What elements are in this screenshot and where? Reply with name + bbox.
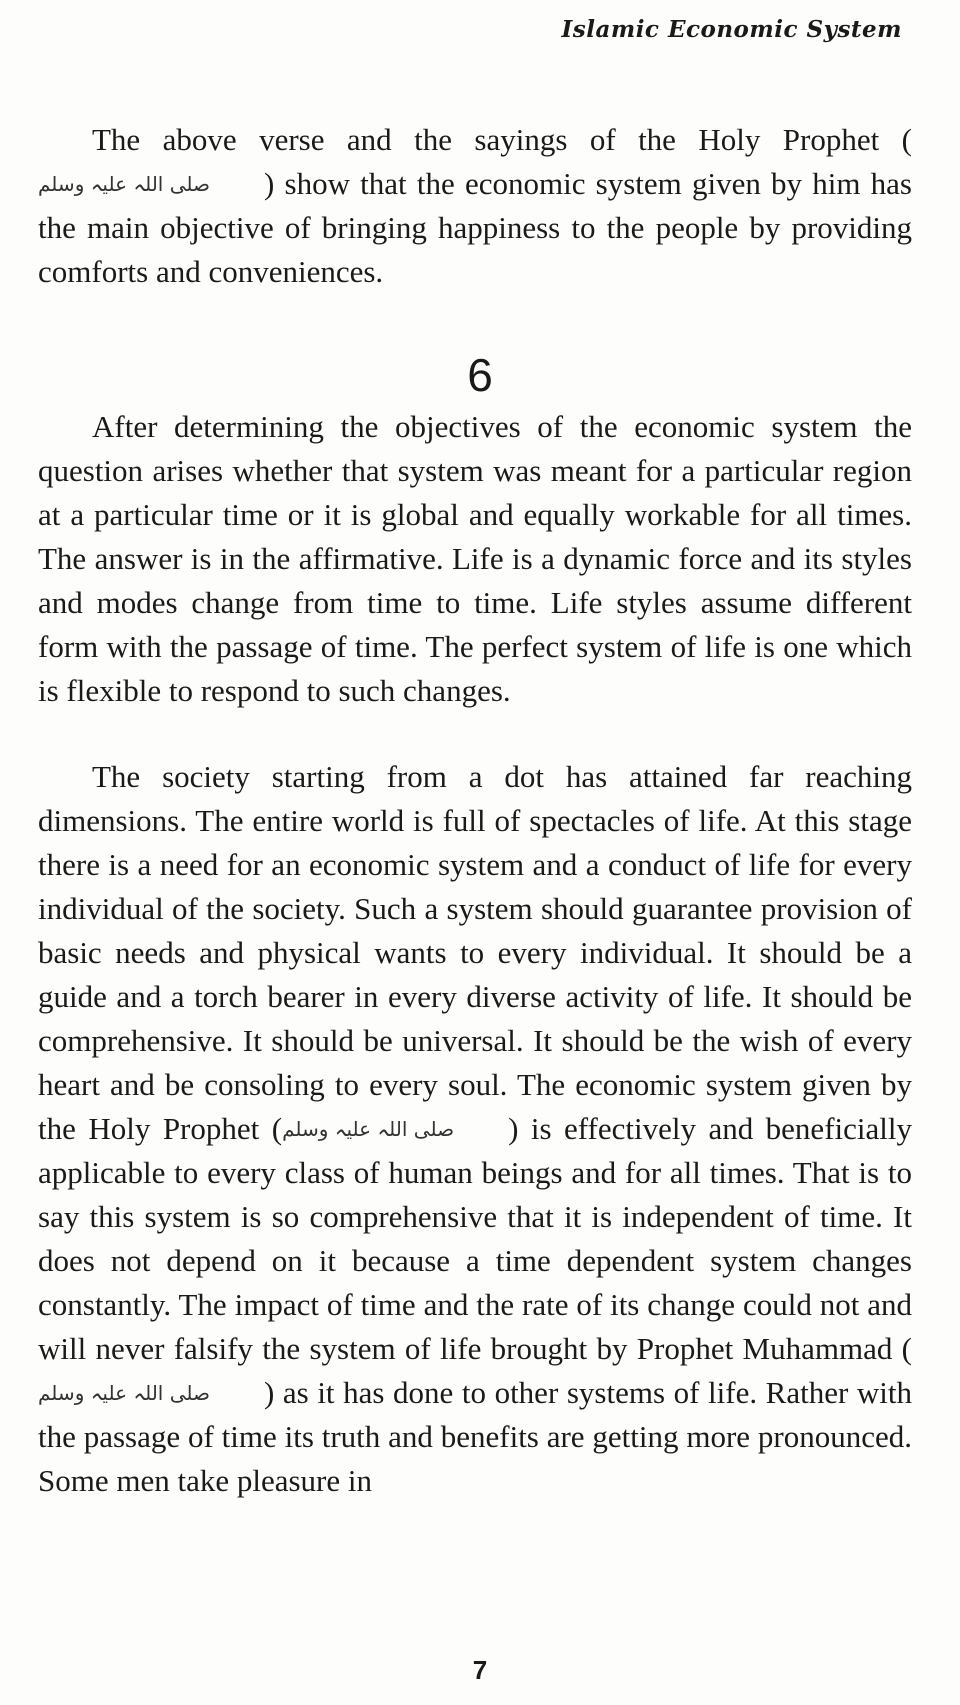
paragraph-3-part-2: ) is effectively and beneficially applicable to every class of human beings and for all times. That is to say this system is so comprehensive that it is independent of time. It does not depend on it because a time dependent system changes constantly. The impact of time and the rate of its change could not and will never falsify the system of life brought by Prophet Muhammad ( [38,1111,912,1366]
paragraph-3 [38,755,912,1503]
paragraph-1 [38,118,912,294]
page-number: 7 [472,1655,488,1685]
paragraph-1-text-start: The above verse and the sayings of the Holy Prophet ( [92,122,912,157]
paragraph-1-text-end: ) show that the economic system given by him has the main objective of bringing happiness to the people by providing comforts and conveniences. [38,166,912,289]
honorific-glyph: صلی اللہ علیہ وسلم [282,1117,455,1141]
honorific-glyph: صلی اللہ علیہ وسلم [38,1381,210,1405]
honorific-glyph: صلی اللہ علیہ وسلم [38,172,210,196]
running-header: Islamic Economic System [561,16,902,43]
paragraph-3-part-1: The society starting from a dot has attained far reaching dimensions. The entire world is full of spectacles of life. At this stage there is a need for an economic system and a conduct of life for every individual of the society. Such a system should guarantee provision of basic needs and physical wants to every individual. It should be a guide and a torch bearer in every diverse activity of life. It should be comprehensive. It should be universal. It should be the wish of every heart and be consoling to every soul. The economic system given by the Holy Prophet ( [38,759,912,1146]
paragraph-3-part-3: ) as it has done to other systems of life. Rather with the passage of time its truth and benefits are getting more pronounced. Some men take pleasure in [38,1375,912,1498]
paragraph-2: After determining the objectives of the economic system the question arises whether that system was meant for a particular region at a particular time or it is global and equally workable for all times. The answer is in the affirmative. Life is a dynamic force and its styles and modes change from time to time. Life styles assume different form with the passage of time. The perfect system of life is one which is flexible to respond to such changes. [38,409,912,708]
section-number: 6 [467,349,493,401]
